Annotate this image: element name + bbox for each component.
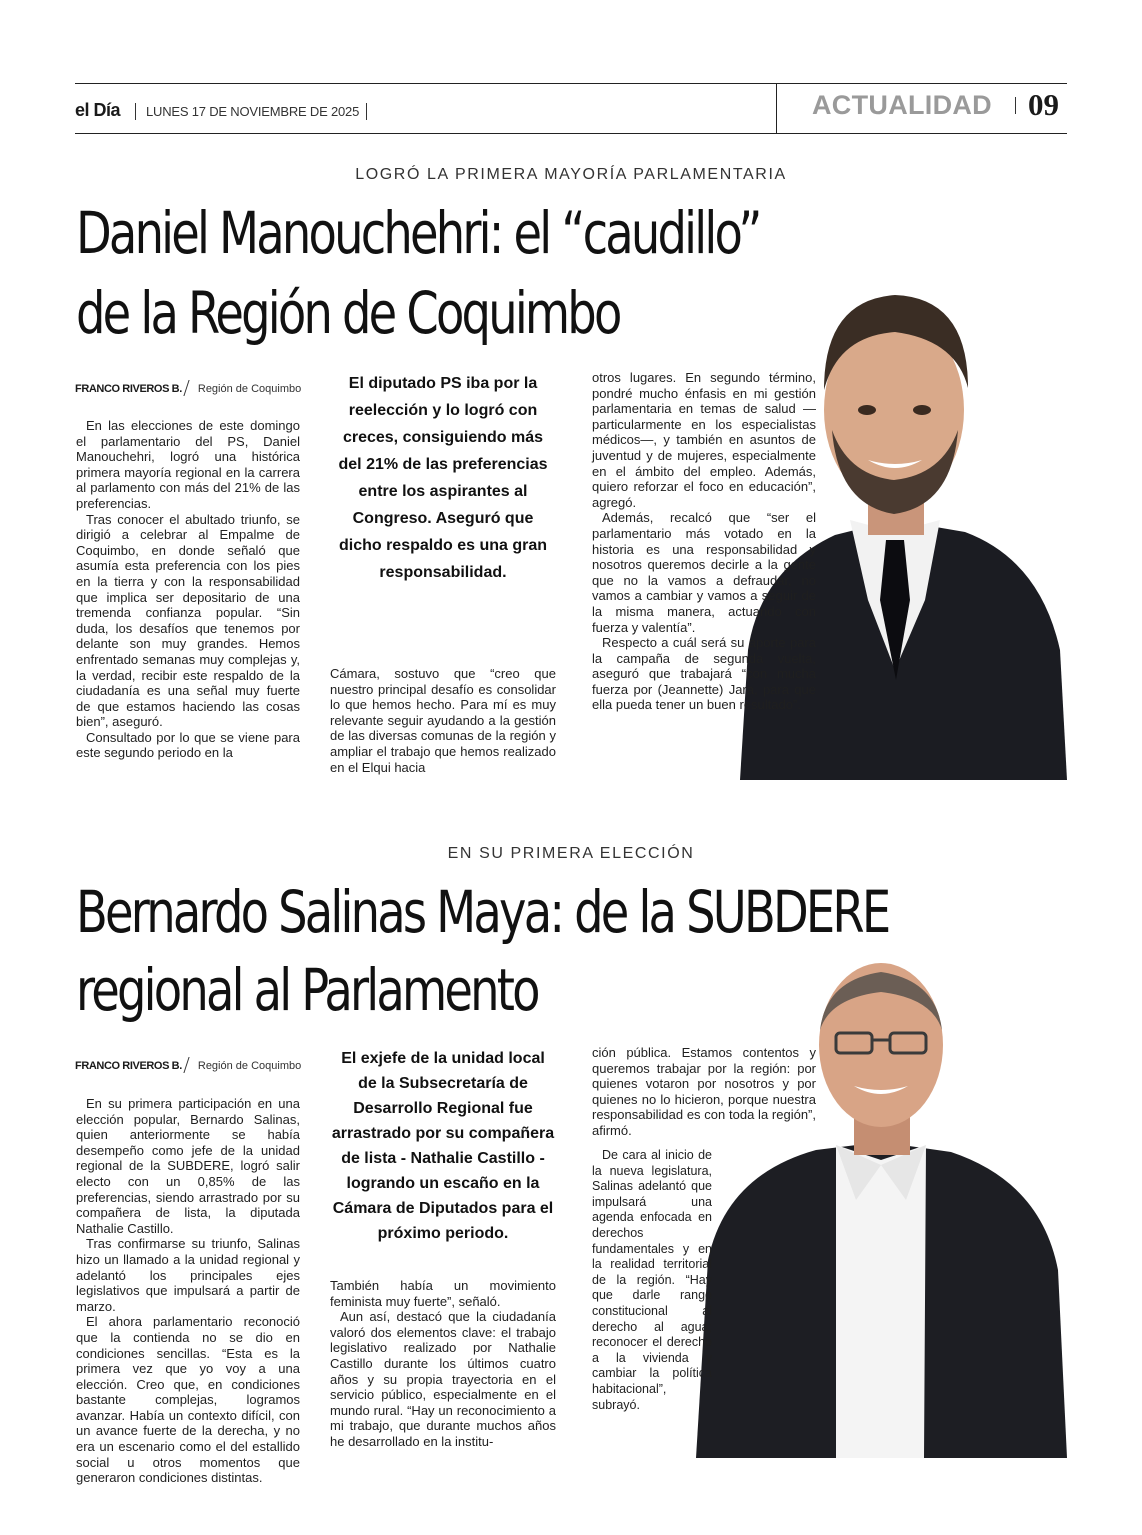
article1-byline xyxy=(75,380,301,395)
paragraph: otros lugares. En segundo término, pondré mucho énfasis en mi gestión parlamentaria en temas de salud —particularmente en los especialistas médicos—, y también en asuntos de juventud y de mujeres, especialmente en el ámbito del empleo. Además, quiero reforzar el foco en educación”, agregó. xyxy=(592,370,816,510)
byline-author: FRANCO RIVEROS B. xyxy=(75,1060,182,1072)
paragraph: Además, recalcó que “ser el parlamentario más votado en la historia es una responsabilidad y nosotros queremos decirle a la gente que no la vamos a defraudar, no vamos a cambiar y vamos a seguir de la misma manera, actuando con fuerza y valentía”. xyxy=(592,510,816,635)
photo-man-glasses-suit xyxy=(686,960,1067,1458)
article1-column-1 xyxy=(76,418,300,761)
byline-slash xyxy=(183,1057,197,1073)
article1-column-3 xyxy=(592,370,816,713)
article2-pullquote: El exjefe de la unidad local de la Subsecretaría de Desarrollo Regional fue arrastrado por su compañera de lista - Nathalie Castillo - logrando un escaño en la Cámara de Diputados para el próximo periodo. xyxy=(331,1050,555,1242)
header-separator xyxy=(1015,97,1016,114)
header-divider xyxy=(776,83,777,134)
paragraph: Tras confirmarse su triunfo, Salinas hizo un llamado a la unidad regional y adelantó los principales ejes legislativos que impulsará a partir de marzo. xyxy=(76,1236,300,1314)
paragraph: De cara al inicio de la nueva legislatura, Salinas adelantó que impulsará una agenda enfocada en derechos fundamentales y en la realidad territorial de la región. “Hay que darle rango constitucional al derecho al agua; reconocer el derecho a la vivienda y cambiar la política habitacional”, subrayó. xyxy=(592,1148,712,1412)
paragraph: Consultado por lo que se viene para este segundo periodo en la xyxy=(76,729,300,761)
article1-kicker: LOGRÓ LA PRIMERA MAYORÍA PARLAMENTARIA xyxy=(355,166,787,183)
header-bottom-rule xyxy=(75,133,1067,134)
article2-column-1 xyxy=(76,1096,300,1486)
paragraph: Cámara, sostuvo que “creo que nuestro principal desafío es consolidar lo que hemos hecho. Para mí es muy relevante seguir ayudando a la gestión de las diversas comunas de la región y ampliar el trabajo que hemos realizado en el Elqui hacia xyxy=(330,666,556,775)
newspaper-name: el Día xyxy=(75,100,121,120)
paragraph: El ahora parlamentario reconoció que la contienda no se dio en condiciones sencillas. “Esta es la primera vez que yo voy a una elección. Creo que, en condiciones bastante complejas, logramos avanzar. Había un contexto difícil, con un avance fuerte de la derecha, y no era un escenario como el del estallido social u otros momentos que generaron condiciones distintas. xyxy=(76,1314,300,1486)
header-top-rule xyxy=(75,83,1067,84)
article2-headline-line2: regional al Parlamento xyxy=(76,956,538,1024)
article2-column-3-wrap xyxy=(592,1148,712,1413)
article2-column-2 xyxy=(330,1278,556,1450)
section-name: ACTUALIDAD xyxy=(812,90,992,120)
article2-column-3-top xyxy=(592,1045,816,1139)
article1-column-2 xyxy=(330,666,556,775)
article2-byline xyxy=(75,1057,301,1072)
issue-date: LUNES 17 DE NOVIEMBRE DE 2025 xyxy=(146,104,360,119)
article2-kicker: EN SU PRIMERA ELECCIÓN xyxy=(447,845,695,862)
page-number: 09 xyxy=(1028,87,1059,122)
byline-slash xyxy=(183,380,197,396)
article1-headline-line2: de la Región de Coquimbo xyxy=(76,279,620,347)
paragraph: Aun así, destacó que la ciudadanía valoró dos elementos clave: el trabajo legislativo realizado por Nathalie Castillo durante los últimos cuatro años y su propia trayectoria en el servicio público, especialmente en el mundo rural. “Hay un reconocimiento a mi trabajo, que durante muchos años he desarrollado en la institu- xyxy=(330,1309,556,1449)
byline-region: Región de Coquimbo xyxy=(197,383,302,395)
article2-headline-line1: Bernardo Salinas Maya: de la SUBDERE xyxy=(76,878,889,946)
paragraph: En su primera participación en una elección popular, Bernardo Salinas, quien anteriormente se había desempeño como jefe de la unidad regional de la SUBDERE, logró salir electo con un 0,85% de las preferencias, siendo arrastrado por su compañera de lista, la diputada Nathalie Castillo. xyxy=(76,1096,300,1236)
paragraph: En las elecciones de este domingo el parlamentario del PS, Daniel Manouchehri, logró una histórica primera mayoría regional en la carrera al parlamento con más del 21% de las preferencias. xyxy=(76,418,300,511)
paragraph: También había un movimiento feminista muy fuerte”, señaló. xyxy=(330,1278,556,1309)
byline-region: Región de Coquimbo xyxy=(197,1060,302,1072)
article1-headline-line1: Daniel Manouchehri: el “caudillo” xyxy=(76,199,760,267)
header-separator xyxy=(135,103,136,120)
paragraph: Tras conocer el abultado triunfo, se dirigió a celebrar al Empalme de Coquimbo, en donde señaló que asumía esta preferencia con los pies en la tierra y con la responsabilidad que implica ser depositario de una tremenda confianza popular. “Sin duda, los desafíos que tenemos por delante son muy grandes. Hemos enfrentado semanas muy complejas y, la verdad, recibir este respaldo de la ciudadanía es una señal muy fuerte de que estamos haciendo las cosas bien”, aseguró. xyxy=(76,511,300,730)
article1-pullquote: El diputado PS iba por la reelección y lo logró con creces, consiguiendo más del 21% de las preferencias entre los aspirantes al Congreso. Aseguró que dicho respaldo es una gran responsabilidad. xyxy=(338,375,548,581)
paragraph: Respecto a cuál será su aporte para la campaña de segunda vuelta, aseguró que trabajará “con mucha fuerza por (Jeannette) Jara, para que ella pueda tener un buen resultado”. xyxy=(592,635,816,713)
article2-photo xyxy=(686,960,1067,1458)
header-separator xyxy=(366,103,367,120)
byline-author: FRANCO RIVEROS B. xyxy=(75,383,182,395)
paragraph: ción pública. Estamos contentos y queremos trabajar por la región: por quienes votaron por nosotros y por quienes no lo hicieron, porque nuestra responsabilidad es con toda la región”, afirmó. xyxy=(592,1045,816,1138)
